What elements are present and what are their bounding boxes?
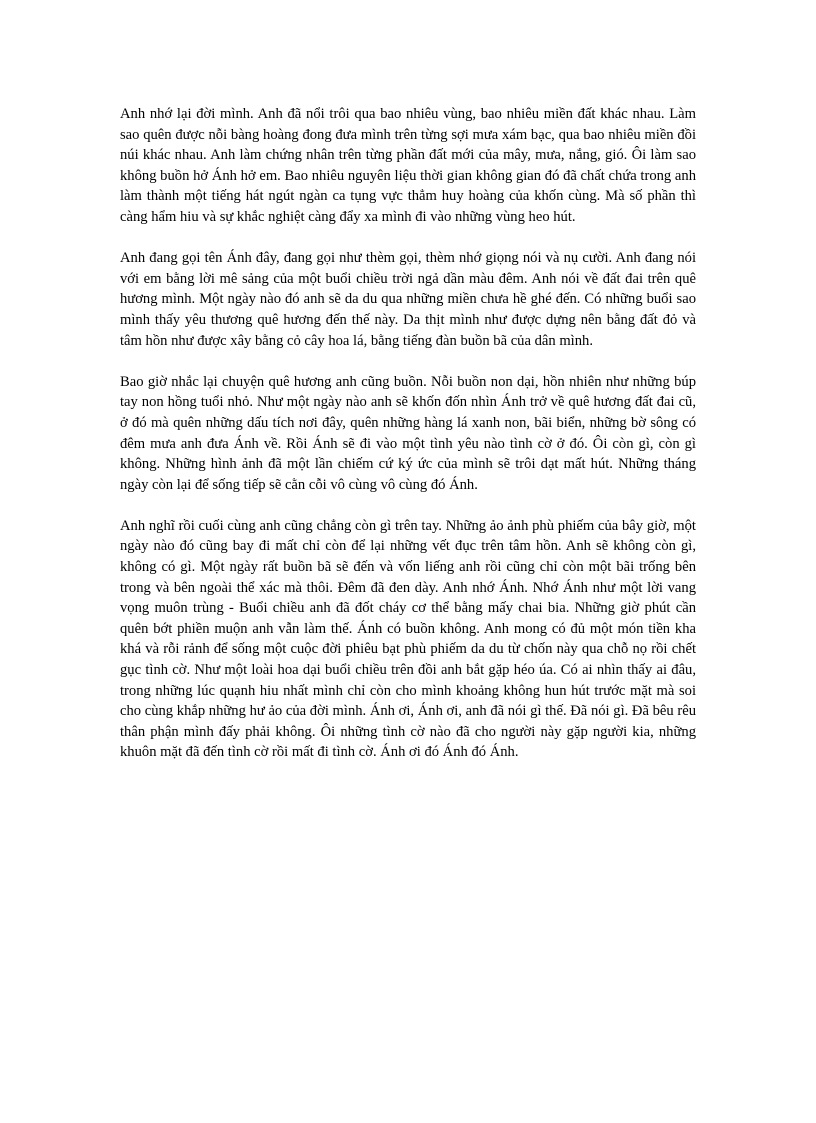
paragraph-3: Bao giờ nhắc lại chuyện quê hương anh cũng buồn. Nỗi buồn non dại, hồn nhiên như những búp tay non hồng tuổi nhỏ. Như một ngày nào anh sẽ khốn đốn nhìn Ánh trở về quê hương đất đai cũ, ở đó mà quên những dấu tích nơi đây, quên những hàng lá xanh non, bãi biển, những bờ sông có đêm mưa anh đưa Ánh về. Rồi Ánh sẽ đi vào một tình yêu nào tình cờ ở đó. Ôi còn gì, còn gì không. Những hình ảnh đã một lần chiếm cứ ký ức của mình sẽ trôi dạt mất hút. Những tháng ngày còn lại để sống tiếp sẽ cằn cỗi vô cùng vô cùng đó Ánh. <box>120 373 696 493</box>
paragraph-4: Anh nghĩ rồi cuối cùng anh cũng chẳng còn gì trên tay. Những ảo ảnh phù phiếm của bây giờ, một ngày nào đó cũng bay đi mất chỉ còn để lại những vết đục trên tâm hồn. Anh sẽ không còn gì, không có gì. Một ngày rất buồn bã sẽ đến và vốn liếng anh rồi cũng chỉ còn một bãi trống bên trong và bên ngoài thể xác mà thôi. Đêm đã đen dày. Anh nhớ Ánh. Nhớ Ánh như một lời vang vọng muôn trùng - Buổi chiều anh đã đốt cháy cơ thể bằng mấy chai bia. Những giờ phút cần quên bớt phiền muộn anh vẫn làm thế. Ánh có buồn không. Anh mong có đủ một món tiền kha khá và rỗi rảnh để sống một cuộc đời phiêu bạt phù phiếm da du từ chốn này qua chỗ nọ rồi chết gục tình cờ. Như một loài hoa dại buổi chiều trên đồi anh bắt gặp héo úa. Có ai nhìn thấy ai đâu, trong những lúc quạnh hiu nhất mình chỉ còn cho mình khoảng không hun hút trước mặt mà soi cho cùng khắp những hư ảo của đời mình. Ánh ơi, Ánh ơi, anh đã nói gì thế. Đã nói gì. Đã bêu rêu thân phận mình đấy phải không. Ôi những tình cờ nào đã cho người này gặp người kia, những khuôn mặt đã đến tình cờ rồi mất đi tình cờ. Ánh ơi đó Ánh đó Ánh. <box>120 517 696 761</box>
paragraph-1: Anh nhớ lại đời mình. Anh đã nổi trôi qua bao nhiêu vùng, bao nhiêu miền đất khác nhau. Làm sao quên được nỗi bàng hoàng đong đưa mình trên từng sợi mưa xám bạc, qua bao nhiêu miền đồi núi khác nhau. Anh làm chứng nhân trên từng phần đất mới của mây, mưa, nắng, gió. Ôi làm sao không buồn hở Ánh hở em. Bao nhiêu nguyên liệu thời gian không gian đó đã chất chứa trong anh làm thành một tiếng hát ngút ngàn ca tụng vực thẳm huy hoàng của khốn cùng. Mà số phần thì càng hẩm hiu và sự khắc nghiệt càng đẩy xa mình đi vào những vùng heo hút. <box>120 106 696 225</box>
document-body <box>120 104 696 784</box>
paragraph-2: Anh đang gọi tên Ánh đây, đang gọi như thèm gọi, thèm nhớ giọng nói và nụ cười. Anh đang nói với em bằng lời mê sảng của một buổi chiều trời ngả dần màu đêm. Anh nói về đất đai trên quê hương mình. Một ngày nào đó anh sẽ da du qua những miền chưa hề ghé đến. Có những buổi sao mình thấy yêu thương quê hương đến thế này. Da thịt mình như được dựng nên bằng đất đỏ và tâm hồn như được xây bằng cỏ cây hoa lá, bằng tiếng đàn buồn bã của dân mình. <box>120 250 696 349</box>
